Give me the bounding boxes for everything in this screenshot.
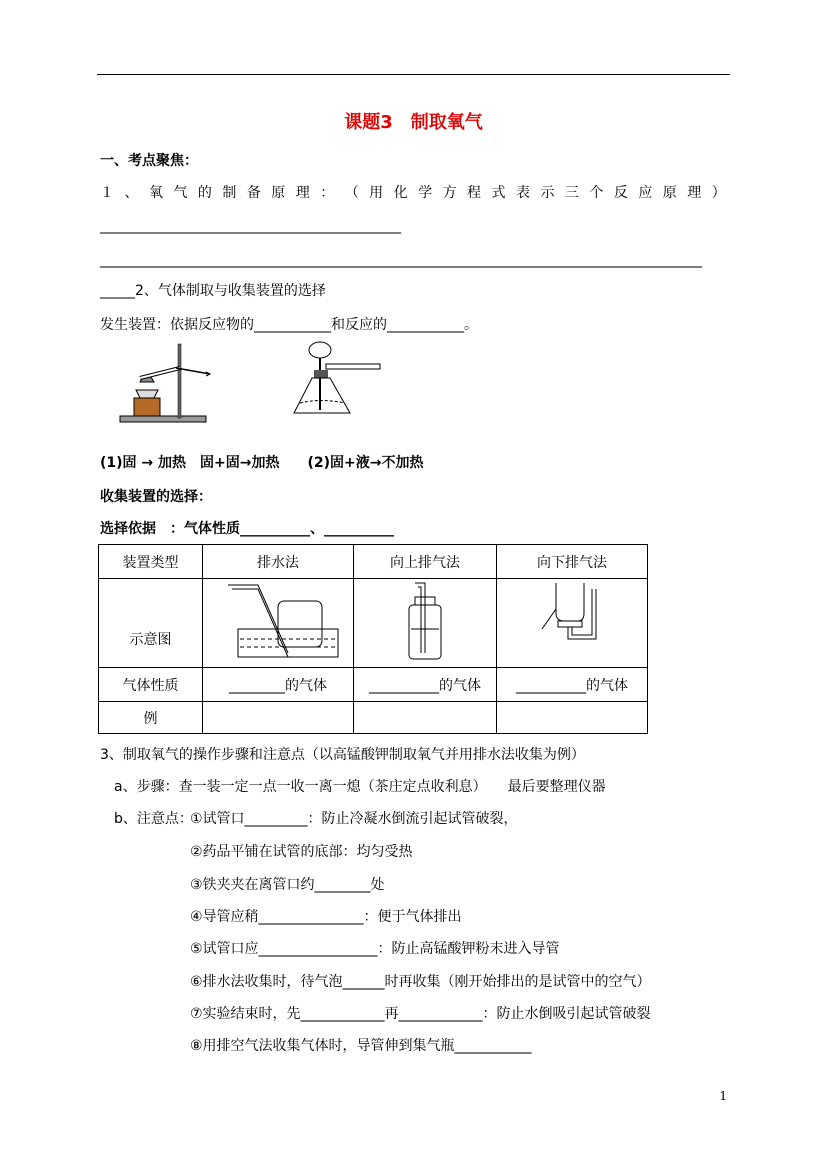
item1-line [100,182,726,202]
table-header-row [99,545,648,579]
item1-char: 表 [515,185,530,201]
steps-line: a、步骤：查一装一定一点一收一离一熄（茶庄定点收利息） 最后要整理仪器 [114,779,606,795]
item1-char: ： [320,185,335,201]
note-item: ⑥排水法收集时，待气泡______时再收集（刚开始排出的是试管中的空气） [190,974,651,990]
item2-line: _____2、气体制取与收集装置的选择 [100,283,326,299]
item1-char: 学 [418,185,433,201]
item1-char: 三 [564,185,579,201]
section-heading: 一、考点聚焦： [100,153,198,169]
example-cell [354,702,497,734]
header-cell: 向下排气法 [497,545,648,579]
item1-char: 原 [662,185,677,201]
blank-line-a: ___________________________________________ [100,218,401,234]
item1-char: １ [100,185,114,201]
example-label: 例 [99,702,203,734]
page-number: 1 [719,1089,727,1103]
downward-air-cell [497,579,648,668]
example-cell [203,702,354,734]
generation-line: 发生装置：依据反应物的___________和反应的___________。 [100,317,478,333]
item1-char: 理 [687,185,702,201]
item1-char: 个 [589,185,604,201]
note-item: ②药品平铺在试管的底部：均匀受热 [190,844,413,860]
item1-char: 示 [540,185,555,201]
item1-char: 程 [467,185,482,201]
note-item: ⑧用排空气法收集气体时，导管伸到集气瓶___________ [190,1038,532,1054]
generation-labels: (1)固 → 加热 固+固→加热 (2)固+液→不加热 [100,455,424,471]
note-item: ⑤试管口应_________________：防止高锰酸钾粉末进入导管 [190,941,560,957]
example-cell [497,702,648,734]
item1-char: 化 [393,185,408,201]
basis-line: 选择依据 ：气体性质__________、__________ [100,521,394,537]
water-displacement-cell [203,579,354,668]
table-example-row [99,702,648,734]
diagram-label: 示意图 [99,579,203,668]
item1-char: 原 [271,185,286,201]
item1-char: 气 [173,185,188,201]
blank-line-b: ______________________________________________________________________________________ [100,252,702,268]
item1-char: 备 [246,185,261,201]
note-item: ⑦实验结束时，先____________再____________：防止水倒吸引起试管破裂 [190,1006,651,1022]
solid-liquid-apparatus-figure [290,338,390,418]
item1-char: 反 [613,185,628,201]
collect-heading: 收集装置的选择： [100,489,212,505]
item1-char: 理 [295,185,310,201]
property-cell: ________的气体 [203,668,354,702]
property-cell: __________的气体 [497,668,648,702]
property-label: 气体性质 [99,668,203,702]
collection-table [98,544,648,734]
water-displacement-figure [208,581,348,661]
item1-char: 、 [124,185,139,201]
upward-air-cell [354,579,497,668]
note-item: ①试管口_________：防止冷凝水倒流引起试管破裂， [190,811,518,827]
note-item: ④导管应稍_______________：便于气体排出 [190,909,462,925]
item1-char: 制 [222,185,237,201]
item1-char: 氧 [148,185,163,201]
item1-char: 用 [369,185,384,201]
item3-line: 3、制取氧气的操作步骤和注意点（以高锰酸钾制取氧气并用排水法收集为例） [100,747,585,763]
note-item: ③铁夹夹在离管口约________处 [190,877,385,893]
table-property-row [99,668,648,702]
solid-heating-apparatus-figure [118,338,228,428]
table-diagram-row [99,579,648,668]
notes-prefix: b、注意点： [114,811,193,827]
page-title: 课题3 制取氧气 [344,112,483,133]
item1-char: 应 [638,185,653,201]
upward-air-figure [395,579,455,663]
item1-char: 式 [491,185,506,201]
item1-char: 的 [197,185,212,201]
item1-char: 方 [442,185,457,201]
header-cell: 装置类型 [99,545,203,579]
header-cell: 向上排气法 [354,545,497,579]
downward-air-figure [522,579,622,663]
property-cell: __________的气体 [354,668,497,702]
header-rule [97,74,730,75]
item1-char: （ [344,185,359,201]
header-cell: 排水法 [203,545,354,579]
item1-char: ） [711,185,726,201]
